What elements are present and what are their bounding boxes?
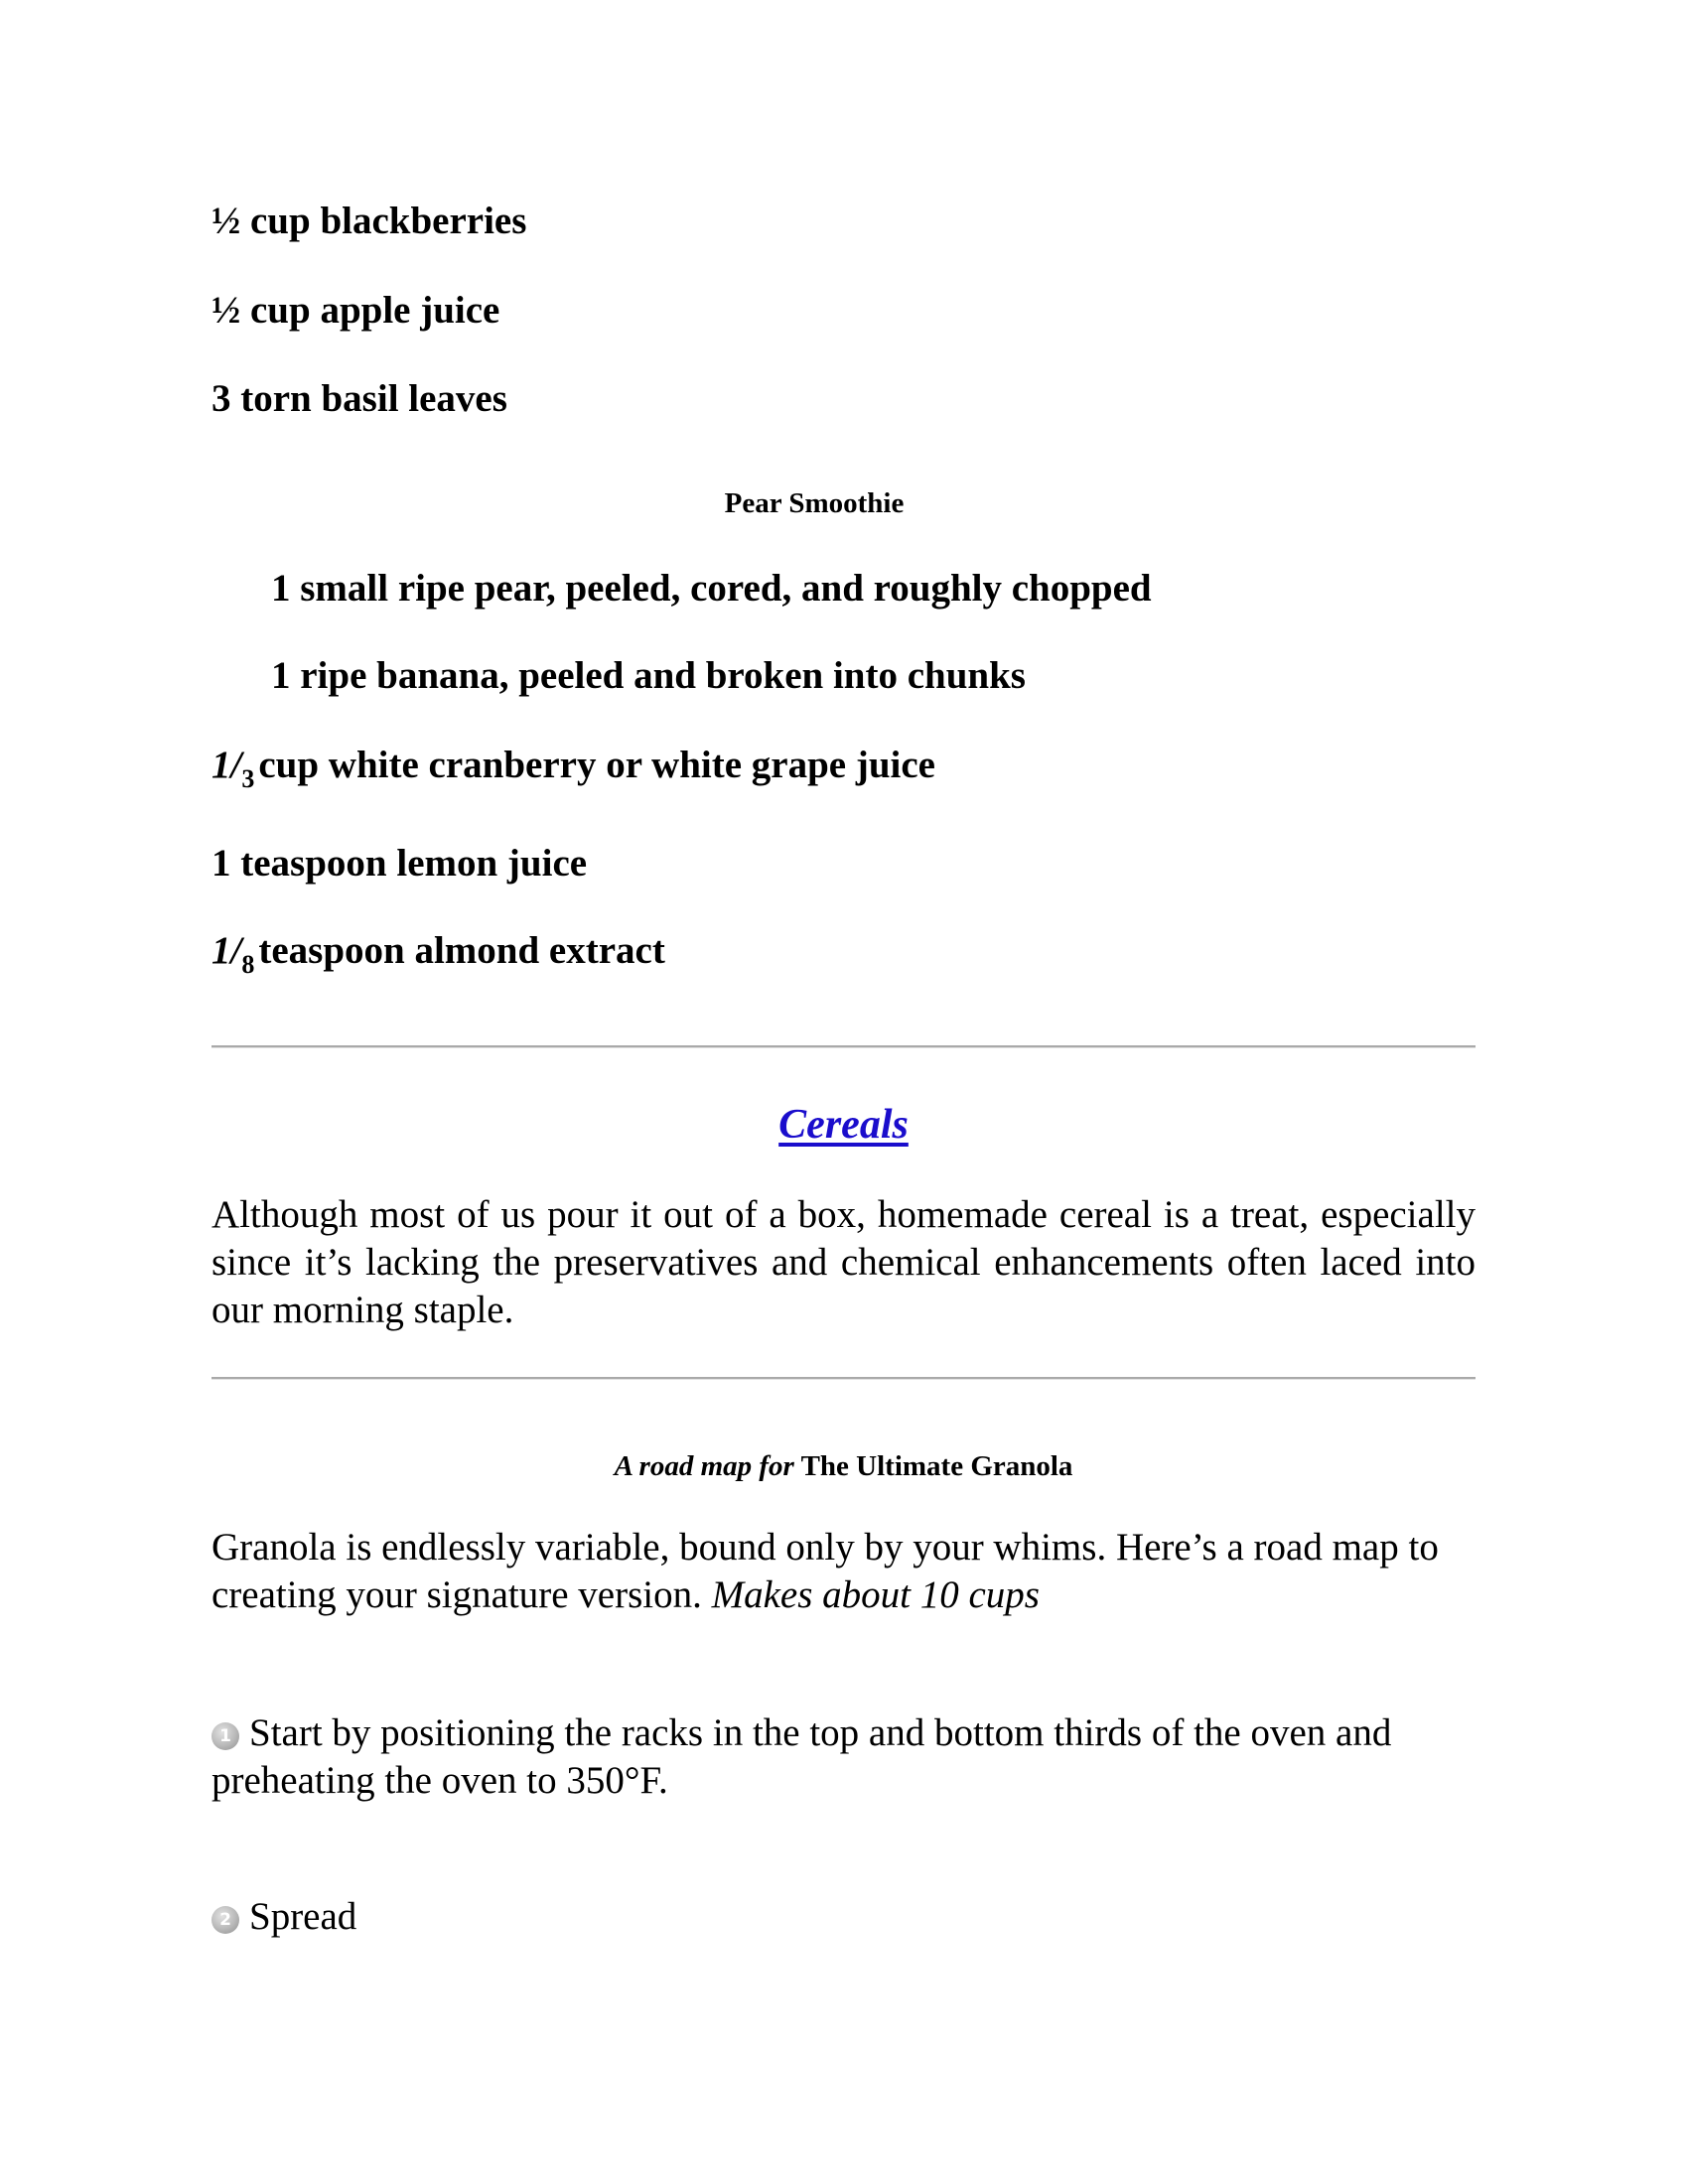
ingredient-text: cup white cranberry or white grape juice [258,744,935,786]
ingredient-cranberry-juice [211,743,935,792]
ingredient-text: teaspoon almond extract [258,929,665,972]
ingredient-blackberries: ½ cup blackberries [211,200,527,242]
granola-subtitle [211,1449,1476,1483]
granola-description-text: Granola is endlessly variable, bound only by your whims. Here’s a road map to creating your signature version. [211,1526,1439,1616]
fraction-numerator: 1/ [211,929,242,972]
recipe-title-pear-smoothie: Pear Smoothie [724,487,905,519]
divider-top [211,1045,1476,1048]
step-2-text: Spread [249,1895,357,1938]
step-1-text: Start by positioning the racks in the top and bottom thirds of the oven and preheating the oven to 350°F. [211,1711,1392,1802]
granola-step-1 [211,1709,1443,1805]
cereals-heading [211,1100,1476,1150]
ingredient-apple-juice: ½ cup apple juice [211,289,500,332]
cereals-intro: Although most of us pour it out of a box, homemade cereal is a treat, especially since it’s lacking the preservatives and chemical enhancements often laced into our morning staple. [211,1193,1476,1331]
granola-subtitle-prefix: A road map for [614,1450,794,1482]
ingredient-almond-extract [211,928,665,978]
granola-yield: Makes about 10 cups [711,1573,1040,1616]
ingredient-lemon-juice: 1 teaspoon lemon juice [211,842,588,885]
fraction-denominator: 3 [241,764,255,793]
cereals-link[interactable]: Cereals [778,1102,909,1148]
granola-subtitle-title: The Ultimate Granola [800,1450,1073,1482]
ingredient-basil-leaves: 3 torn basil leaves [211,377,507,420]
divider-bottom [211,1377,1476,1380]
ingredient-pear: 1 small ripe pear, peeled, cored, and roughly chopped [271,567,1152,610]
step-number-1-icon: 1 [211,1722,239,1750]
granola-description [211,1524,1443,1619]
step-number-2-icon: 2 [211,1906,239,1934]
fraction-numerator: 1/ [211,744,242,786]
fraction-denominator: 8 [241,950,255,979]
granola-step-2 [211,1893,1443,1941]
ingredient-banana: 1 ripe banana, peeled and broken into chunks [271,654,1026,697]
